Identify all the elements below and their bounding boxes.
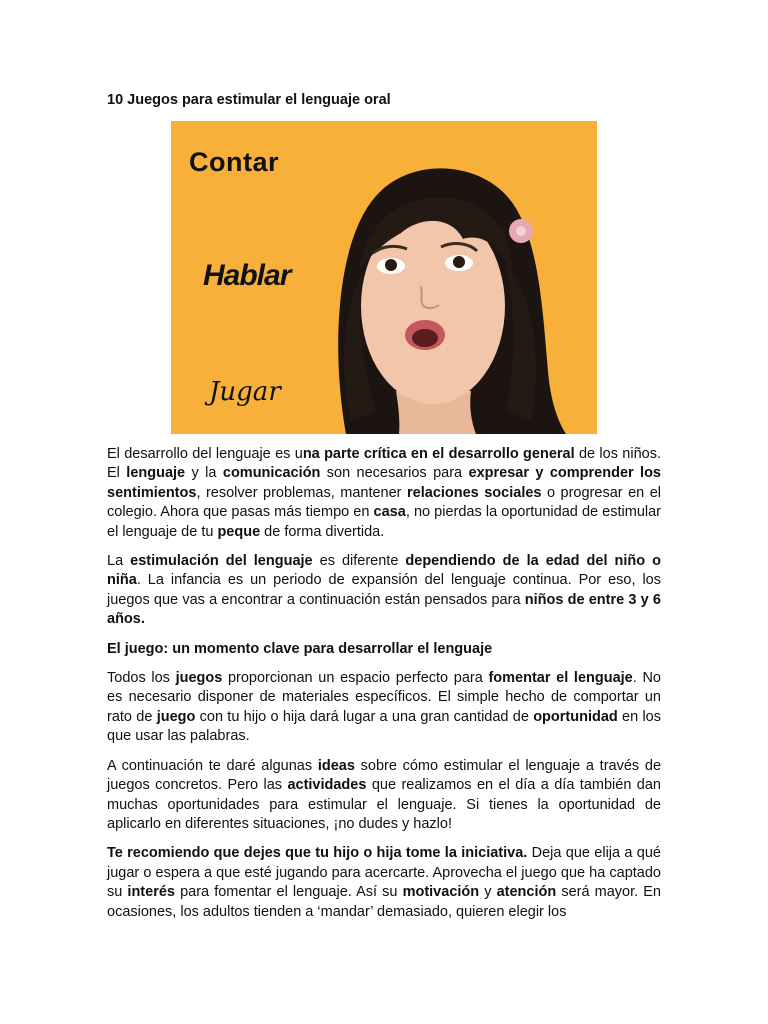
paragraph-3: Todos los juegos proporcionan un espacio perfecto para fomentar el lenguaje. No es necesario disponer de materiales específicos. El simple hecho de comportar un rato de juego con tu hijo o hija dará lugar a una gran cantidad de oportunidad en los que usar las palabras. bbox=[107, 670, 661, 745]
image-word-jugar: Jugar bbox=[209, 377, 281, 407]
girl-illustration bbox=[171, 121, 597, 434]
paragraph-1: El desarrollo del lenguaje es una parte crítica en el desarrollo general de los niños. El lenguaje y la comunicación son necesarios para expresar y comprender los sentimientos, resolver problemas, mantener relaciones sociales o progresar en el colegio. Ahora que pasas más tiempo en casa, no pierdas la oportunidad de estimular el lenguaje de tu peque de forma divertida. bbox=[107, 446, 662, 540]
paragraph-2: La estimulación del lenguaje es diferente dependiendo de la edad del niño o niña. La infancia es un periodo de expansión del lenguaje continua. Por eso, los juegos que vas a encontrar a continuación están pensados para niños de entre 3 y 6 años. bbox=[107, 553, 661, 628]
image-word-contar: Contar bbox=[189, 147, 279, 177]
paragraph-5: Te recomiendo que dejes que tu hijo o hija tome la iniciativa. Deja que elija a qué jugar o espera a que esté jugando para acercarte. Aprovecha el juego que ha captado su interés para fomentar el lenguaje. Así su motivación y atención será mayor. En ocasiones, los adultos tienden a ‘mandar’ demasiado, quieren elegir los bbox=[107, 845, 661, 920]
article-body bbox=[107, 445, 661, 932]
document-title: 10 Juegos para estimular el lenguaje oral bbox=[107, 92, 391, 108]
girl-photo bbox=[171, 121, 597, 434]
paragraph-4: A continuación te daré algunas ideas sobre cómo estimular el lenguaje a través de juegos concretos. Pero las actividades que realizamos en el día a día también dan muchas oportunidades para estimular el lenguaje. Si tienes la oportunidad de aplicarlo en diferentes situaciones, ¡no dudes y hazlo! bbox=[107, 757, 662, 832]
section-heading: El juego: un momento clave para desarrollar el lenguaje bbox=[107, 640, 493, 657]
image-word-hablar: Hablar bbox=[203, 259, 291, 292]
